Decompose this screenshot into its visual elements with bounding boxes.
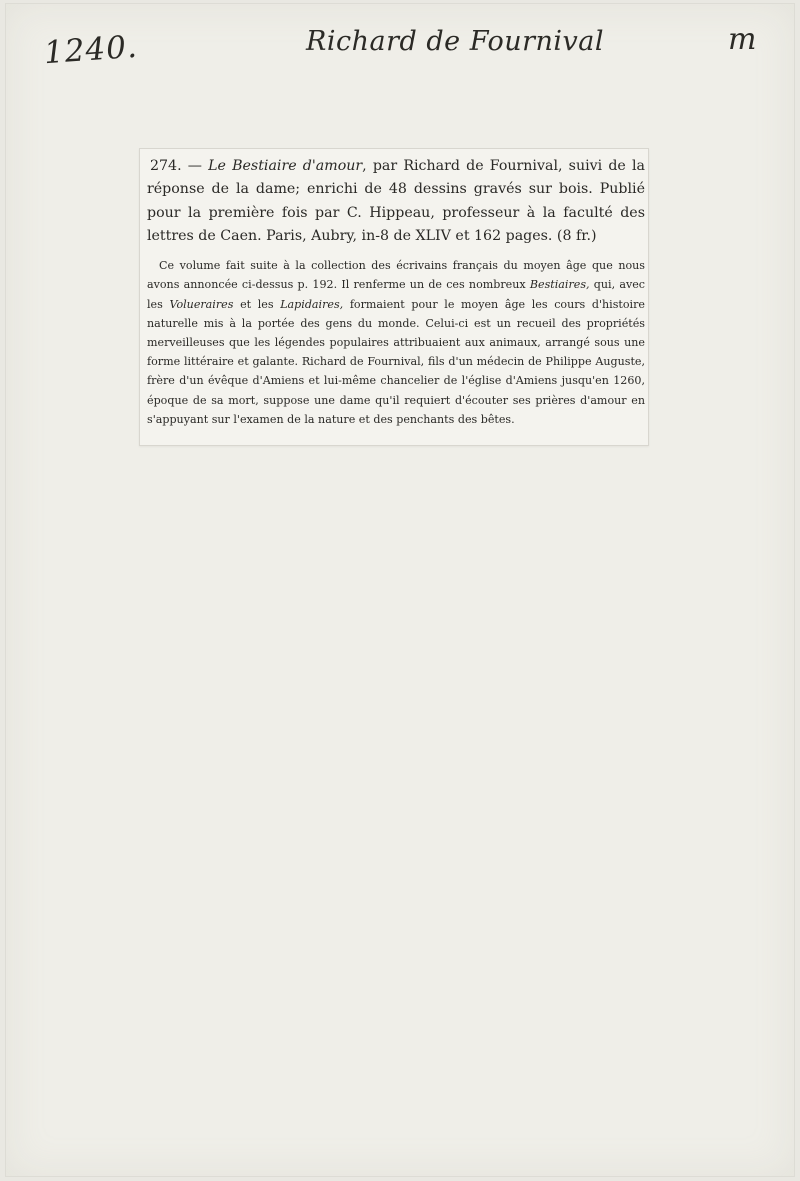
handwritten-mark: m — [728, 22, 757, 57]
note-italic-3: Lapidaires, — [280, 297, 344, 311]
note-text-1: Ce volume fait suite à la collection des écrivains français du moyen âge que nous avons annoncée ci-dessus p. 192. Il renferme un de ces nombreux — [147, 259, 645, 292]
handwritten-year: 1240. — [42, 28, 139, 72]
note-italic-1: Bestiaires, — [529, 278, 590, 292]
note-text-3: et les — [233, 297, 281, 311]
note-text-2: qui, avec les — [147, 278, 645, 311]
handwritten-author: Richard de Fournival — [306, 26, 605, 57]
pasted-clipping — [139, 148, 649, 446]
catalog-entry — [147, 155, 645, 248]
entry-note — [147, 256, 645, 429]
entry-number: 274. — [150, 158, 182, 174]
note-text-4: formaient pour le moyen âge les cours d'histoire naturelle mis à la portée des gens du monde. Celui-ci est un recueil des propriétés merveilleuses que les légendes populaires attribuaient aux animaux, arrangé sous une forme littéraire et galante. Richard de Fournival, fils d'un médecin de Philippe Auguste, frère d'un évêque d'Amiens et lui-même chancelier de l'église d'Amiens jusqu'en 1260, époque de sa mort, suppose une dame qu'il requiert d'écouter ses prières d'amour en s'appuyant sur l'examen de la nature et des penchants des bêtes. — [147, 297, 645, 426]
entry-title: Le Bestiaire d'amour — [208, 158, 363, 174]
entry-description: , par Richard de Fournival, suivi de la réponse de la dame; enrichi de 48 dessins gravés sur bois. Publié pour la première fois par C. Hippeau, professeur à la faculté des lettres de Caen. Paris, Aubry, in-8 de XLIV et 162 pages. (8 fr.) — [147, 158, 645, 244]
entry-dash: — — [181, 158, 209, 174]
note-italic-2: Volueraires — [169, 297, 234, 311]
